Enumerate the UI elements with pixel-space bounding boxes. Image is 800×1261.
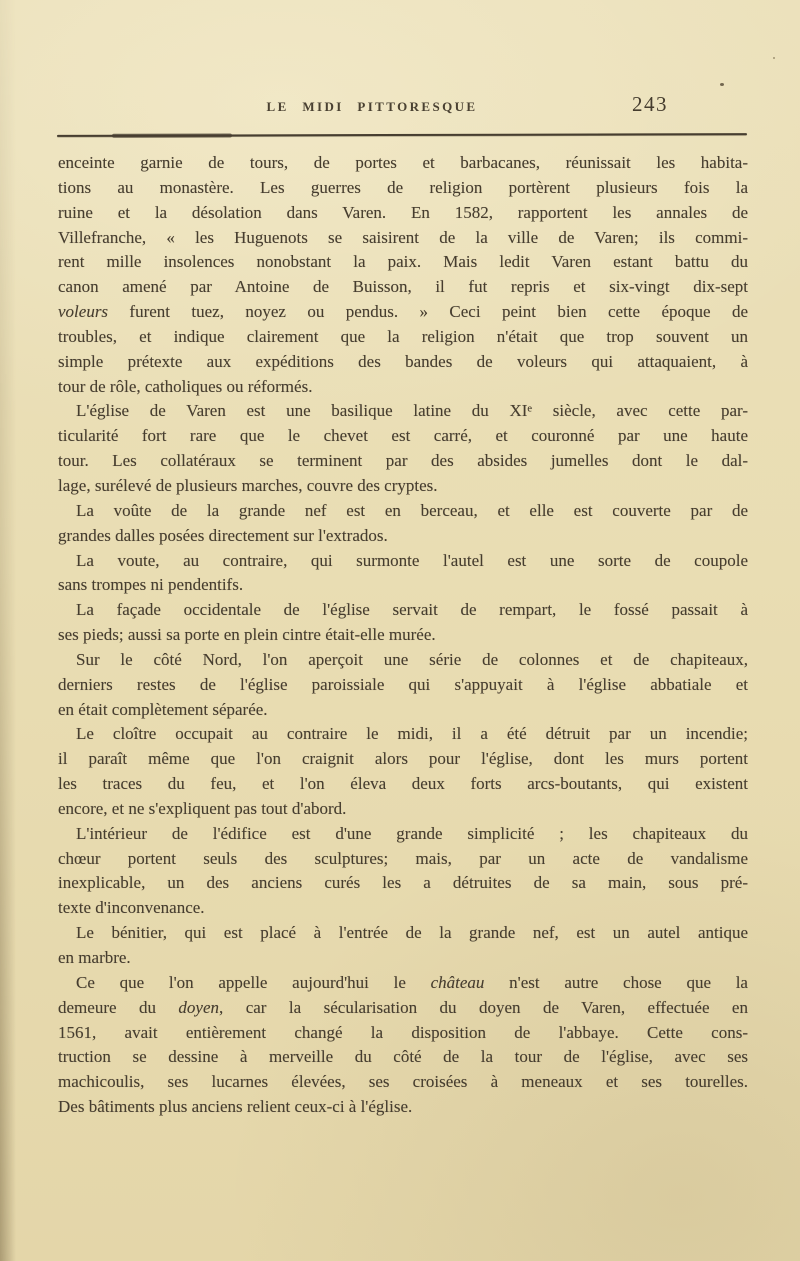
paper-speck — [773, 57, 775, 59]
text-line: enceinte garnie de tours, de portes et barbacanes, réunissait les habita- — [58, 153, 748, 172]
text-line: demeure du doyen, car la sécularisation du doyen de Varen, effectuée en — [58, 997, 748, 1017]
text-line: derniers restes de l'église paroissiale qui s'appuyait à l'église abbatiale et — [58, 674, 748, 694]
text-line: il paraît même que l'on craignit alors pour l'église, dont les murs portent — [58, 749, 748, 769]
text-line: Des bâtiments plus anciens relient ceux-ci à l'église. — [58, 1097, 413, 1117]
header-rule — [57, 133, 747, 137]
text-line: machicoulis, ses lucarnes élevées, ses croisées à meneaux et ses tourelles. — [58, 1072, 748, 1092]
page-number: 243 — [632, 92, 668, 116]
text-line: tour de rôle, catholiques ou réformés. — [58, 376, 313, 396]
text-line: tour. Les collatéraux se terminent par des absides jumelles dont le dal- — [58, 451, 748, 471]
text-line: rent mille insolences nonobstant la paix. Mais ledit Varen estant battu du — [58, 252, 748, 272]
text-line: ses pieds; aussi sa porte en plein cintre était-elle murée. — [58, 625, 436, 645]
text-line: tions au monastère. Les guerres de religion portèrent plusieurs fois la — [58, 177, 748, 197]
body-text — [58, 151, 748, 1120]
text-line: L'église de Varen est une basilique latine du XIe siècle, avec cette par- — [76, 401, 748, 421]
text-line: sans trompes ni pendentifs. — [58, 575, 244, 595]
book-gutter-shadow — [0, 0, 16, 1261]
text-line: Le cloître occupait au contraire le midi, il a été détruit par un incendie; — [76, 724, 748, 744]
text-line: Sur le côté Nord, l'on aperçoit une série de colonnes et de chapiteaux, — [76, 649, 748, 669]
text-line: texte d'inconvenance. — [58, 898, 205, 918]
running-title: LE MIDI PITTORESQUE — [266, 99, 478, 114]
text-line: La voute, au contraire, qui surmonte l'autel est une sorte de coupole — [76, 550, 748, 570]
text-line: troubles, et indique clairement que la religion n'était que trop souvent un — [58, 326, 748, 346]
text-line: inexplicable, un des anciens curés les a détruites de sa main, sous pré- — [58, 873, 748, 893]
text-line: en était complètement séparée. — [58, 699, 268, 719]
text-line: 1561, avait entièrement changé la disposition de l'abbaye. Cette cons- — [58, 1022, 748, 1042]
text-line: simple prétexte aux expéditions des bandes de voleurs qui attaquaient, à — [58, 351, 748, 371]
text-line: en marbre. — [58, 948, 131, 967]
text-line: Le bénitier, qui est placé à l'entrée de la grande nef, est un autel antique — [76, 923, 748, 943]
text-line: La voûte de la grande nef est en berceau, et elle est couverte par de — [76, 500, 748, 520]
text-line: Ce que l'on appelle aujourd'hui le château n'est autre chose que la — [76, 972, 748, 992]
paper-speck — [720, 83, 724, 86]
text-line: voleurs furent tuez, noyez ou pendus. » Ceci peint bien cette époque de — [58, 302, 748, 322]
text-line: ruine et la désolation dans Varen. En 1582, rapportent les annales de — [58, 202, 748, 222]
text-line: canon amené par Antoine de Buisson, il fut repris et six-vingt dix-sept — [58, 277, 748, 297]
text-line: les traces du feu, et l'on éleva deux forts arcs-boutants, qui existent — [58, 774, 748, 794]
text-line: L'intérieur de l'édifice est d'une grande simplicité ; les chapiteaux du — [76, 823, 748, 843]
text-line: lage, surélevé de plusieurs marches, couvre des cryptes. — [58, 475, 438, 495]
text-line: grandes dalles posées directement sur l'extrados. — [58, 525, 388, 545]
text-line: chœur portent seuls des sculptures; mais, par un acte de vandalisme — [58, 848, 748, 868]
text-line: truction se dessine à merveille du côté de la tour de l'église, avec ses — [58, 1047, 748, 1067]
text-line: ticularité fort rare que le chevet est carré, et couronné par une haute — [58, 426, 748, 446]
text-line: Villefranche, « les Huguenots se saisirent de la ville de Varen; ils commi- — [58, 227, 748, 247]
text-line: encore, et ne s'expliquent pas tout d'abord. — [58, 798, 347, 818]
text-line: La façade occidentale de l'église servait de rempart, le fossé passait à — [76, 600, 748, 620]
